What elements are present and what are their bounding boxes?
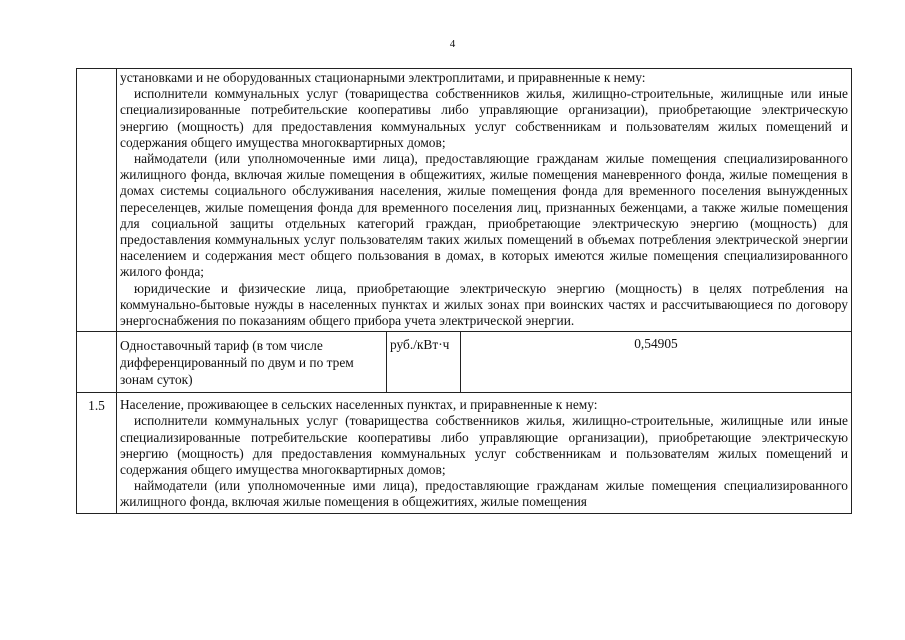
tariff-value-cell: 0,54905: [461, 332, 852, 393]
description-paragraph: исполнители коммунальных услуг (товарищества собственников жилья, жилищно-строительные, жилищные или иные специализированные потребительские кооперативы либо управляющие организации), приобретающие электрическую энергию (мощность) для предоставления коммунальных услуг собственникам и пользователям жилых помещений и содержания общего имущества многоквартирных домов;: [120, 86, 848, 150]
page-number: 4: [449, 38, 456, 50]
tariff-unit-cell: руб./кВт·ч: [387, 332, 461, 393]
tariff-table: [76, 68, 852, 514]
description-cell: [117, 69, 852, 332]
table-row-section-1-5: [77, 393, 852, 513]
section-paragraph: исполнители коммунальных услуг (товарищества собственников жилья, жилищно-строительные, жилищные или иные специализированные потребительские кооперативы либо управляющие организации), приобретающие электрическую энергию (мощность) для предоставления коммунальных услуг собственникам и пользователям жилых помещений и содержания общего имущества многоквартирных домов;: [120, 413, 848, 478]
table-row-continued-description: [77, 69, 852, 332]
table-row-tariff: [77, 332, 852, 393]
section-paragraph: наймодатели (или уполномоченные ими лица), предоставляющие гражданам жилые помещения специализированного жилищного фонда, включая жилые помещения в общежитиях, жилые помещения: [120, 478, 848, 510]
row-number-cell-empty: [77, 332, 117, 393]
description-paragraph: наймодатели (или уполномоченные ими лица), предоставляющие гражданам жилые помещения специализированного жилищного фонда, включая жилые помещения в общежитиях, жилые помещения маневренного фонда, жилые помещения в домах системы социального обслуживания населения, жилые помещения фонда для временного поселения вынужденных переселенцев, жилые помещения фонда для временного поселения лиц, признанных беженцами, а также жилые помещения для социальной защиты отдельных категорий граждан, приобретающие электрическую энергию (мощность) для предоставления коммунальных услуг пользователям таких жилых помещений в объемах потребления электрической энергии населением и содержания мест общего пользования в домах, в которых имеются жилые помещения специализированного жилого фонда;: [120, 151, 848, 280]
row-number-cell: 1.5: [77, 393, 117, 513]
section-description-cell: [117, 393, 852, 513]
tariff-name-cell: Одноставочный тариф (в том числе дифференцированный по двум и по трем зонам суток): [117, 332, 387, 393]
description-paragraph: установками и не оборудованных стационарными электроплитами, и приравненные к нему:: [120, 70, 646, 85]
row-number-cell-empty: [77, 69, 117, 332]
description-paragraph: юридические и физические лица, приобретающие электрическую энергию (мощность) в целях потребления на коммунально-бытовые нужды в населенных пунктах и жилых зонах при воинских частях и рассчитывающиеся по договору энергоснабжения по показаниям общего прибора учета электрической энергии.: [120, 280, 848, 329]
section-paragraph: Население, проживающее в сельских населенных пунктах, и приравненные к нему:: [120, 397, 598, 413]
